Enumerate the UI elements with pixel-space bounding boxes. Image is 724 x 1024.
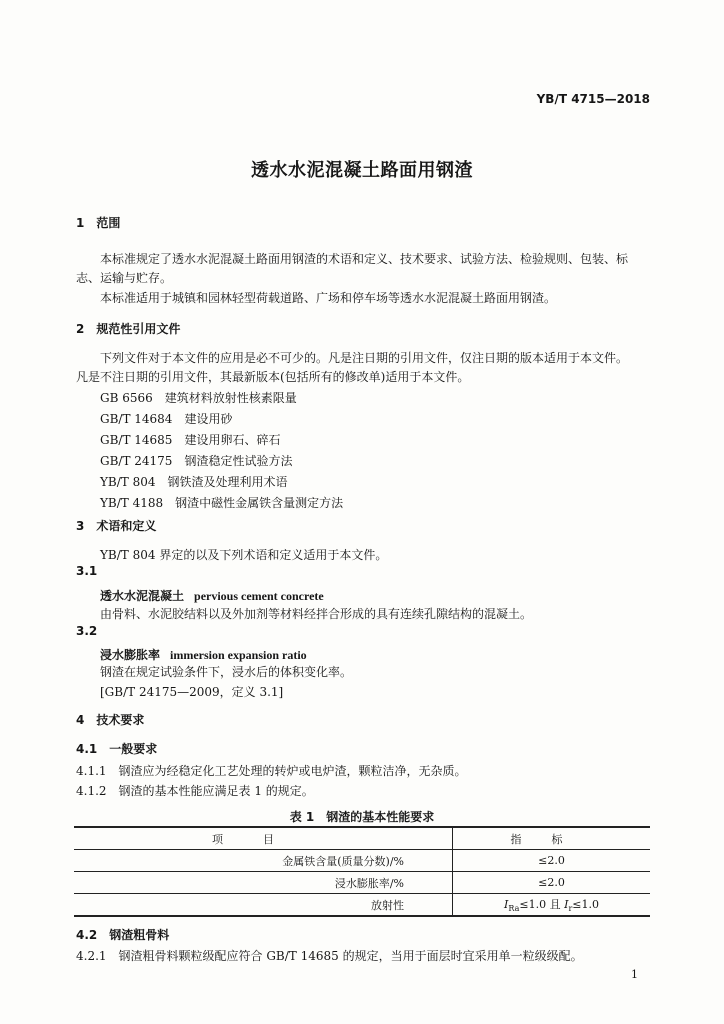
term-3-2-definition: 钢渣在规定试验条件下，浸水后的体积变化率。 xyxy=(100,665,353,679)
section-4-heading: 4 技术要求 xyxy=(76,713,145,727)
section-1-paragraph-2: 本标准适用于城镇和园林轻型荷载道路、广场和停车场等透水水泥混凝土路面用钢渣。 xyxy=(100,291,557,305)
term-3-1-en: pervious cement concrete xyxy=(194,589,324,603)
section-4-1-heading: 4.1 一般要求 xyxy=(76,742,158,756)
section-3-intro: YB/T 804 界定的以及下列术语和定义适用于本文件。 xyxy=(100,548,388,562)
subscript-r: r xyxy=(568,904,573,914)
section-1-paragraph-1-line-1: 本标准规定了透水水泥混凝土路面用钢渣的术语和定义、技术要求、试验方法、检验规则、包装、标 xyxy=(100,252,629,266)
reference-item: GB/T 14685 建设用卵石、碎石 xyxy=(100,433,281,447)
section-1-paragraph-1-line-2: 志、运输与贮存。 xyxy=(76,271,173,285)
subscript-ra: Ra xyxy=(508,904,520,914)
section-4-2-heading: 4.2 钢渣粗骨料 xyxy=(76,928,170,942)
clause-4-2-1: 4.2.1 钢渣粗骨料颗粒级配应符合 GB/T 14685 的规定，当用于面层时宜采用单一粒级级配。 xyxy=(76,949,583,963)
section-3-heading: 3 术语和定义 xyxy=(76,519,157,533)
term-3-2-source: [GB/T 24175—2009，定义 3.1] xyxy=(100,685,284,699)
reference-item: GB/T 24175 钢渣稳定性试验方法 xyxy=(100,454,293,468)
reference-item: YB/T 4188 钢渣中磁性金属铁含量测定方法 xyxy=(100,496,344,510)
term-3-1-number: 3.1 xyxy=(76,564,98,578)
table-row xyxy=(74,894,650,917)
term-3-2-en: immersion expansion ratio xyxy=(170,648,307,662)
reference-item: GB/T 14684 建设用砂 xyxy=(100,412,233,426)
table-header-row xyxy=(74,827,650,850)
table-row xyxy=(74,850,650,872)
table-1-caption: 表 1 钢渣的基本性能要求 xyxy=(289,810,435,824)
table-cell-index xyxy=(453,894,651,917)
term-3-2-cn: 浸水膨胀率 xyxy=(100,648,161,662)
reference-item: YB/T 804 钢铁渣及处理利用术语 xyxy=(100,475,288,489)
table-header-index: 指标 xyxy=(453,827,651,850)
term-3-1-cn: 透水水泥混凝土 xyxy=(100,589,185,603)
table-cell-item: 浸水膨胀率/% xyxy=(74,872,453,894)
section-2-paragraph-line-2: 凡是不注日期的引用文件，其最新版本(包括所有的修改单)适用于本文件。 xyxy=(76,370,470,384)
term-3-2-number: 3.2 xyxy=(76,624,98,638)
term-3-2-title xyxy=(100,644,307,663)
table-row xyxy=(74,872,650,894)
term-3-1-definition: 由骨料、水泥胶结料以及外加剂等材料经拌合形成的具有连续孔隙结构的混凝土。 xyxy=(100,607,533,621)
table-header-item: 项目 xyxy=(74,827,453,850)
section-1-heading: 1 范围 xyxy=(76,216,121,230)
performance-table xyxy=(74,826,650,917)
table-cell-item: 放射性 xyxy=(74,894,453,917)
section-2-paragraph-line-1: 下列文件对于本文件的应用是必不可少的。凡是注日期的引用文件，仅注日期的版本适用于本文件。 xyxy=(100,351,629,365)
page-number: 1 xyxy=(631,968,638,981)
reference-item: GB 6566 建筑材料放射性核素限量 xyxy=(100,391,297,405)
section-2-heading: 2 规范性引用文件 xyxy=(76,322,181,336)
table-cell-index: ≤2.0 xyxy=(453,872,651,894)
term-3-1-title xyxy=(100,585,324,604)
clause-4-1-1: 4.1.1 钢渣应为经稳定化工艺处理的转炉或电炉渣，颗粒洁净，无杂质。 xyxy=(76,764,467,778)
limit-ra: ≤1.0 且 xyxy=(519,897,565,911)
symbol-i: I xyxy=(504,897,509,911)
table-cell-item: 金属铁含量(质量分数)/% xyxy=(74,850,453,872)
standard-number: YB/T 4715—2018 xyxy=(536,92,650,106)
clause-4-1-2: 4.1.2 钢渣的基本性能应满足表 1 的规定。 xyxy=(76,784,314,798)
symbol-i: I xyxy=(564,897,569,911)
limit-r: ≤1.0 xyxy=(572,897,599,911)
table-cell-index: ≤2.0 xyxy=(453,850,651,872)
document-title: 透水水泥混凝土路面用钢渣 xyxy=(251,160,473,181)
